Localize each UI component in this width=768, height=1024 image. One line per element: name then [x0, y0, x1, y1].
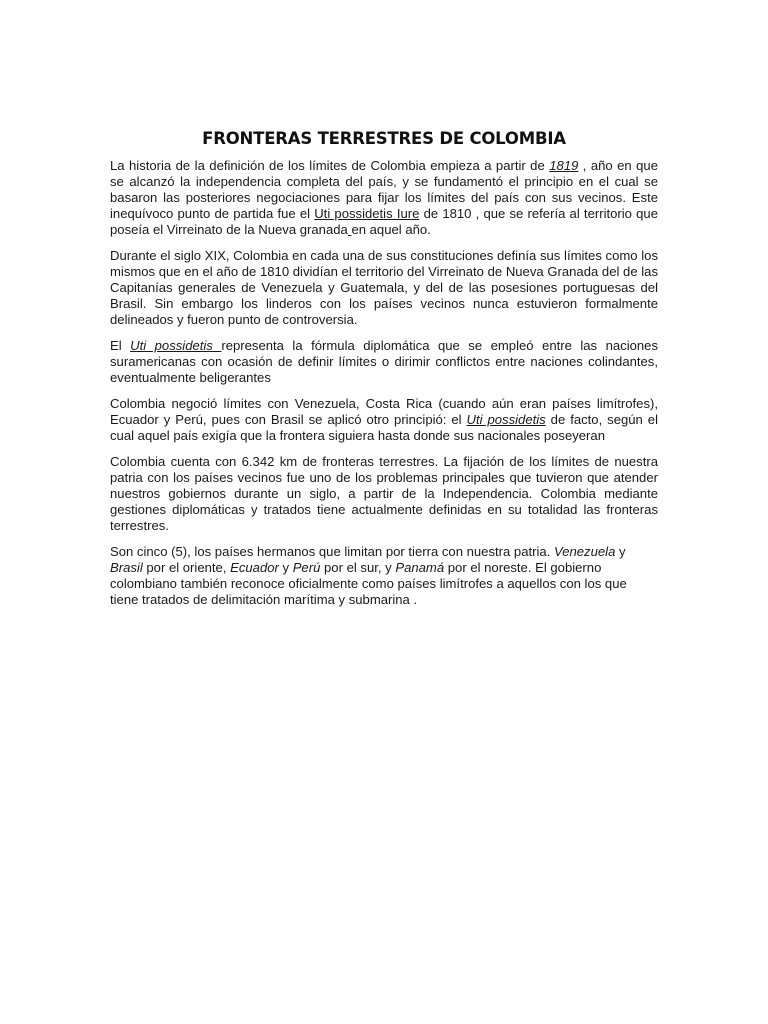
country-panama: Panamá [395, 560, 445, 575]
paragraph-uti-possidetis [110, 338, 658, 386]
year-1819-link[interactable]: 1819 [549, 158, 579, 173]
text-run: representa la fórmula diplomática que se empleó entre las naciones suramericanas con ocasión de definir límites o dirimir conflictos entre naciones colindantes, eventualmente beligerantes [110, 338, 658, 385]
text-run: en aquel año. [351, 222, 431, 237]
paragraph-negociacion [110, 396, 658, 444]
paragraph-fronteras-km: Colombia cuenta con 6.342 km de fronteras terrestres. La fijación de los límites de nuestra patria con los países vecinos fue uno de los problemas principales que tuvieron que atender nuestros gobiernos durante un siglo, a partir de la Independencia. Colombia mediante gestiones diplomáticas y tratados tiene actualmente definidas en su totalidad las fronteras terrestres. [110, 454, 658, 533]
text-run: de 1810 , que se refería al territorio que poseía el Virreinato de la Nueva granada [110, 206, 658, 237]
text-run: y [615, 544, 626, 559]
document-body [110, 127, 658, 618]
text-run: y [278, 560, 293, 575]
paragraph-history [110, 158, 658, 238]
text-run: por el noreste. El gobierno colombiano también reconoce oficialmente como países limítrofes a aquellos con los que tiene tratados de delimitación marítima y submarina . [110, 560, 627, 607]
document-title: FRONTERAS TERRESTRES DE COLOMBIA [202, 129, 566, 148]
text-run: por el oriente, [142, 560, 231, 575]
uti-possidetis-link[interactable]: Uti possidetis [466, 412, 546, 427]
text-run: , año en que se alcanzó la independencia completa del país, y se fundamentó el principio en el cual se basaron las posteriores negociaciones para fijar los límites del país con sus vecinos. Este inequívoco punto de partida fue el [110, 158, 658, 221]
text-run: de facto, según el cual aquel país exigía que la frontera siguiera hasta donde sus nacionales poseyeran [110, 412, 658, 443]
country-venezuela: Venezuela [553, 544, 616, 559]
text-run: El [110, 338, 131, 353]
text-run: Colombia negoció límites con Venezuela, Costa Rica (cuando aún eran países limítrofes), Ecuador y Perú, pues con Brasil se aplicó otro principió: el [110, 396, 658, 427]
country-brasil: Brasil [110, 560, 143, 575]
uti-possidetis-iure-link[interactable]: Uti possidetis Iure [314, 206, 420, 221]
uti-possidetis-link[interactable]: Uti possidetis [130, 338, 222, 353]
text-run: Son cinco (5), los países hermanos que limitan por tierra con nuestra patria. [110, 544, 554, 559]
country-peru: Perú [292, 560, 321, 575]
paragraph-paises-limitrofes [110, 544, 658, 608]
paragraph-siglo-xix: Durante el siglo XIX, Colombia en cada una de sus constituciones definía sus límites como los mismos que en el año de 1810 dividían el territorio del Virreinato de Nueva Granada del de las Capitanías generales de Venezuela y Guatemala, y del de las posesiones portuguesas del Brasil. Sin embargo los linderos con los países vecinos nunca estuvieron formalmente delineados y fueron punto de controversia. [110, 248, 658, 327]
country-ecuador: Ecuador [230, 560, 279, 575]
text-run: La historia de la definición de los límites de Colombia empieza a partir de [110, 158, 550, 173]
text-run: por el sur, y [320, 560, 396, 575]
